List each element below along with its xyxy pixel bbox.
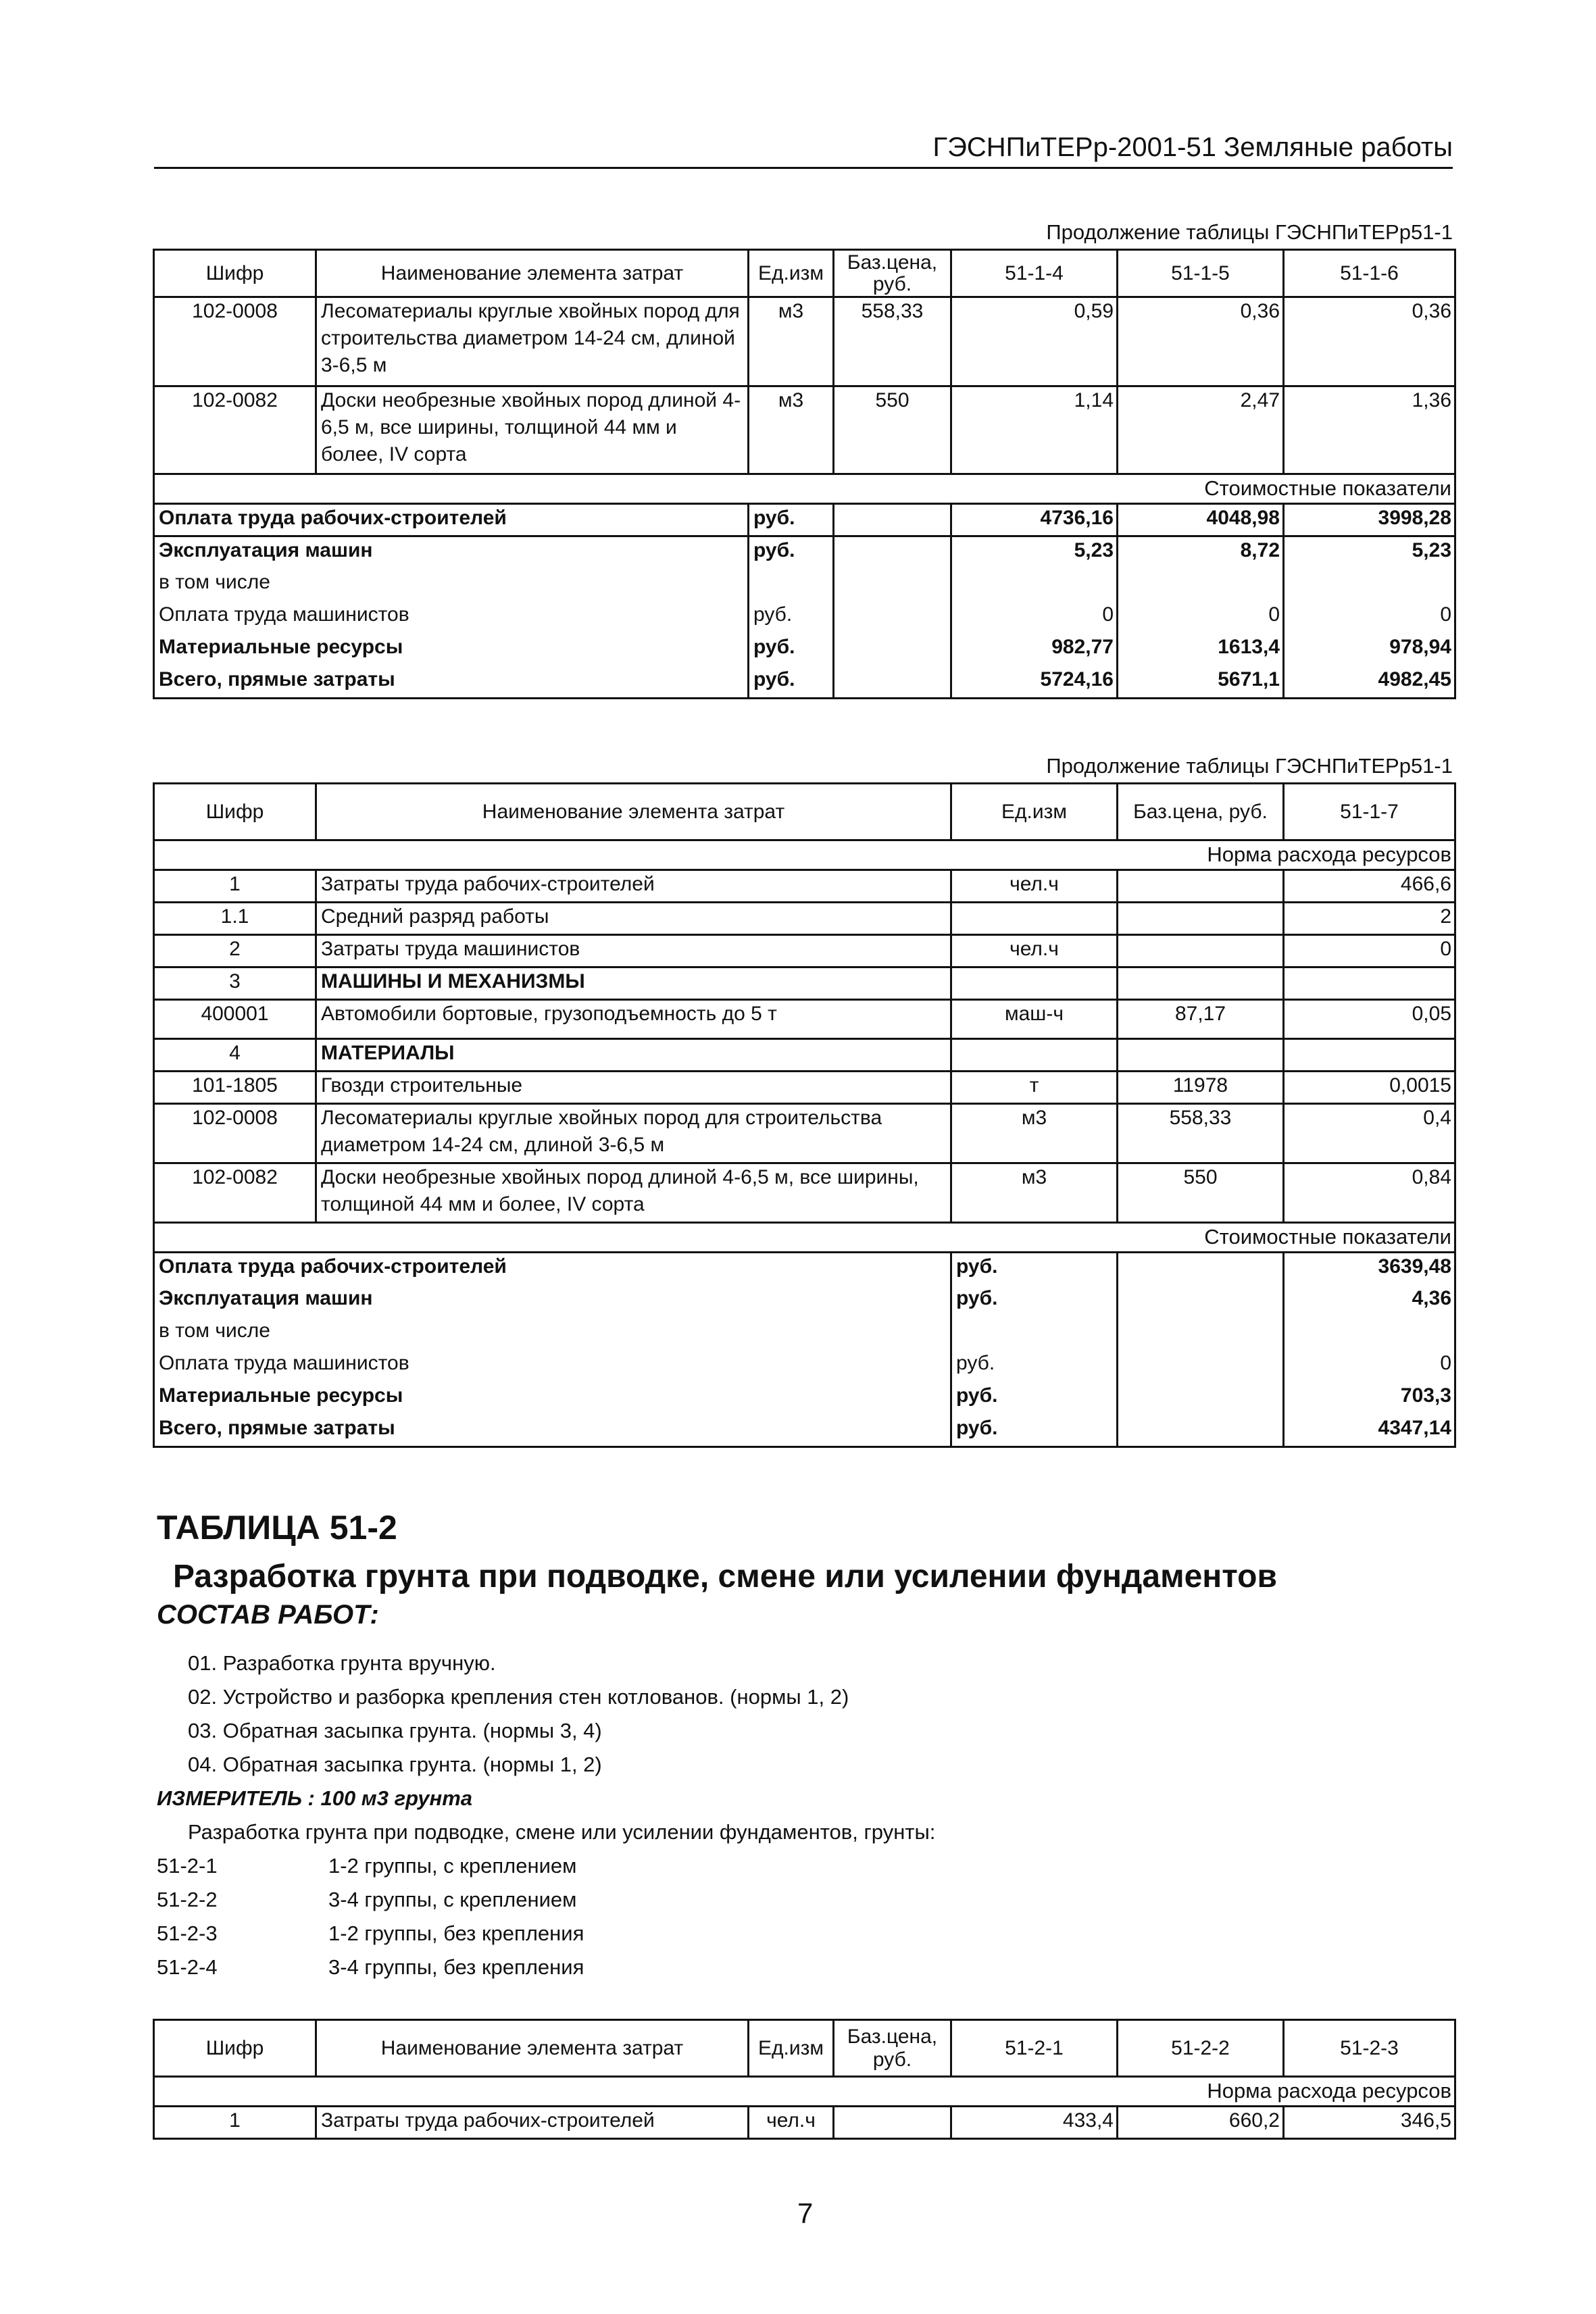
cost-value: 1613,4 (1118, 634, 1284, 666)
code-item: 51-2-2 (157, 1888, 218, 1911)
row-code: 1.1 (154, 903, 316, 935)
row-code: 3 (154, 967, 316, 1000)
row-value: 2,47 (1118, 386, 1284, 474)
cost-unit: руб. (749, 536, 834, 569)
cost-name: Оплата труда рабочих-строителей (154, 1253, 951, 1285)
row-unit (951, 903, 1118, 935)
row-unit: маш-ч (951, 1000, 1118, 1039)
cost-value: 3639,48 (1284, 1253, 1455, 1285)
row-name: МАШИНЫ И МЕХАНИЗМЫ (316, 967, 951, 1000)
cost-unit (951, 1317, 1118, 1350)
row-unit: м3 (749, 386, 834, 474)
cost-price (1118, 1285, 1284, 1317)
row-price (834, 2107, 951, 2139)
cost-value: 4347,14 (1284, 1415, 1455, 1447)
cost-name: Оплата труда машинистов (154, 1350, 951, 1382)
page-number: 7 (797, 2197, 814, 2229)
table2-continuation: Продолжение таблицы ГЭСНПиТЕРр51-1 (1046, 754, 1453, 778)
row-value: 1,14 (951, 386, 1118, 474)
row-name: МАТЕРИАЛЫ (316, 1039, 951, 1072)
table-row (154, 297, 1455, 386)
row-value: 346,5 (1284, 2107, 1455, 2139)
cost-unit: руб. (951, 1382, 1118, 1415)
row-unit: м3 (951, 1104, 1118, 1163)
table-row (154, 2107, 1455, 2139)
cost-name: Оплата труда рабочих-строителей (154, 504, 749, 536)
row-name: Гвозди строительные (316, 1072, 951, 1104)
cost-unit: руб. (749, 634, 834, 666)
row-value: 0,84 (1284, 1163, 1455, 1223)
cost-value: 5671,1 (1118, 666, 1284, 699)
row-value (1284, 967, 1455, 1000)
table3-header-name: Наименование элемента затрат (316, 2020, 749, 2077)
table-row (154, 386, 1455, 474)
row-value: 0,36 (1118, 297, 1284, 386)
row-value: 1,36 (1284, 386, 1455, 474)
cost-value: 4736,16 (951, 504, 1118, 536)
code-item: 51-2-4 (157, 1955, 218, 1979)
cost-row (154, 504, 1455, 536)
cost-price (834, 601, 951, 634)
cost-name: в том числе (154, 569, 749, 601)
row-code: 101-1805 (154, 1072, 316, 1104)
row-price: 550 (834, 386, 951, 474)
code-desc: 3-4 группы, без крепления (328, 1955, 584, 1979)
row-value: 433,4 (951, 2107, 1118, 2139)
cost-value (1284, 569, 1455, 601)
row-name: Доски необрезные хвойных пород длиной 4-6,5 м, все ширины, толщиной 44 мм и более, IV сорта (316, 1163, 951, 1223)
table1-header-col3: 51-1-6 (1284, 250, 1455, 297)
cost-row (154, 1350, 1455, 1382)
cost-value (1284, 1317, 1455, 1350)
cost-price (1118, 1350, 1284, 1382)
work-item: 04. Обратная засыпка грунта. (нормы 1, 2) (188, 1753, 602, 1776)
row-name: Затраты труда рабочих-строителей (316, 870, 951, 903)
row-unit: м3 (951, 1163, 1118, 1223)
table1-cost-header: Стоимостные показатели (154, 474, 1455, 504)
row-value (1284, 1039, 1455, 1072)
code-desc: 1-2 группы, с креплением (328, 1854, 577, 1878)
cost-price (834, 569, 951, 601)
row-code: 102-0008 (154, 297, 316, 386)
table2-header-col1: 51-1-7 (1284, 784, 1455, 840)
work-item: 02. Устройство и разборка крепления стен котлованов. (нормы 1, 2) (188, 1685, 849, 1709)
table1-header-unit: Ед.изм (749, 250, 834, 297)
cost-row (154, 1317, 1455, 1350)
row-name: Доски необрезные хвойных пород длиной 4-6,5 м, все ширины, толщиной 44 мм и более, IV сорта (316, 386, 749, 474)
row-value: 0,05 (1284, 1000, 1455, 1039)
row-value: 0,59 (951, 297, 1118, 386)
table3-header-col2: 51-2-2 (1118, 2020, 1284, 2077)
row-name: Лесоматериалы круглые хвойных пород для строительства диаметром 14-24 см, длиной 3-6,5 м (316, 1104, 951, 1163)
table1-continuation: Продолжение таблицы ГЭСНПиТЕРр51-1 (1046, 220, 1453, 244)
cost-value: 982,77 (951, 634, 1118, 666)
row-price (1118, 870, 1284, 903)
cost-value: 5,23 (1284, 536, 1455, 569)
table3-header-col3: 51-2-3 (1284, 2020, 1455, 2077)
row-code: 102-0082 (154, 386, 316, 474)
row-unit: м3 (749, 297, 834, 386)
row-value: 466,6 (1284, 870, 1455, 903)
work-item: 01. Разработка грунта вручную. (188, 1651, 496, 1675)
row-code: 102-0008 (154, 1104, 316, 1163)
row-code: 102-0082 (154, 1163, 316, 1223)
cost-row (154, 1285, 1455, 1317)
row-price (1118, 935, 1284, 967)
cost-unit: руб. (749, 504, 834, 536)
cost-name: Оплата труда машинистов (154, 601, 749, 634)
cost-row (154, 666, 1455, 699)
row-unit (951, 1039, 1118, 1072)
cost-row (154, 634, 1455, 666)
row-value: 0 (1284, 935, 1455, 967)
cost-row (154, 1382, 1455, 1415)
cost-price (834, 536, 951, 569)
cost-price (834, 634, 951, 666)
row-price: 558,33 (834, 297, 951, 386)
table2-header-unit: Ед.изм (951, 784, 1118, 840)
cost-name: Материальные ресурсы (154, 1382, 951, 1415)
row-price (1118, 903, 1284, 935)
section-intro: Разработка грунта при подводке, смене или усилении фундаментов, грунты: (188, 1820, 936, 1844)
section-subtitle: Разработка грунта при подводке, смене или усилении фундаментов (173, 1559, 1277, 1594)
row-unit: чел.ч (749, 2107, 834, 2139)
cost-value: 5,23 (951, 536, 1118, 569)
row-price: 11978 (1118, 1072, 1284, 1104)
row-unit (951, 967, 1118, 1000)
cost-price (1118, 1253, 1284, 1285)
row-price: 558,33 (1118, 1104, 1284, 1163)
table1-header-price: Баз.цена, руб. (834, 250, 951, 297)
cost-unit: руб. (951, 1350, 1118, 1382)
cost-price (1118, 1415, 1284, 1447)
cost-unit: руб. (749, 601, 834, 634)
cost-unit: руб. (951, 1415, 1118, 1447)
row-price (1118, 967, 1284, 1000)
cost-row (154, 601, 1455, 634)
row-value: 0,0015 (1284, 1072, 1455, 1104)
row-price: 87,17 (1118, 1000, 1284, 1039)
cost-name: Эксплуатация машин (154, 1285, 951, 1317)
cost-value: 0 (1284, 601, 1455, 634)
table2-cost-header: Стоимостные показатели (154, 1223, 1455, 1253)
row-value: 0,36 (1284, 297, 1455, 386)
row-price (1118, 1039, 1284, 1072)
table-row (154, 935, 1455, 967)
cost-value (1118, 569, 1284, 601)
meter-label: ИЗМЕРИТЕЛЬ : 100 м3 грунта (157, 1786, 473, 1810)
row-price: 550 (1118, 1163, 1284, 1223)
table2-norm-header: Норма расхода ресурсов (154, 840, 1455, 870)
cost-value: 0 (1118, 601, 1284, 634)
table-row (154, 1163, 1455, 1223)
row-code: 4 (154, 1039, 316, 1072)
table3-header-price: Баз.цена, руб. (834, 2020, 951, 2077)
table-row (154, 1039, 1455, 1072)
table3-header-unit: Ед.изм (749, 2020, 834, 2077)
cost-price (834, 666, 951, 699)
row-name: Автомобили бортовые, грузоподъемность до 5 т (316, 1000, 951, 1039)
page-header: ГЭСНПиТЕРр-2001-51 Земляные работы (932, 132, 1453, 162)
row-value: 0,4 (1284, 1104, 1455, 1163)
table-row (154, 1000, 1455, 1039)
code-item: 51-2-3 (157, 1921, 218, 1945)
cost-value: 978,94 (1284, 634, 1455, 666)
table1-header-col1: 51-1-4 (951, 250, 1118, 297)
code-desc: 1-2 группы, без крепления (328, 1921, 584, 1945)
table-row (154, 1104, 1455, 1163)
row-code: 1 (154, 870, 316, 903)
table3-header-code: Шифр (154, 2020, 316, 2077)
cost-unit (749, 569, 834, 601)
cost-row (154, 569, 1455, 601)
cost-price (834, 504, 951, 536)
row-value: 2 (1284, 903, 1455, 935)
table1 (153, 249, 1456, 699)
cost-name: в том числе (154, 1317, 951, 1350)
table-title: ТАБЛИЦА 51-2 (157, 1509, 397, 1546)
row-value: 660,2 (1118, 2107, 1284, 2139)
cost-unit: руб. (951, 1253, 1118, 1285)
cost-price (1118, 1382, 1284, 1415)
row-unit: чел.ч (951, 870, 1118, 903)
row-name: Средний разряд работы (316, 903, 951, 935)
cost-name: Всего, прямые затраты (154, 666, 749, 699)
cost-name: Материальные ресурсы (154, 634, 749, 666)
cost-unit: руб. (749, 666, 834, 699)
row-name: Лесоматериалы круглые хвойных пород для строительства диаметром 14-24 см, длиной 3-6,5 м (316, 297, 749, 386)
cost-value: 4982,45 (1284, 666, 1455, 699)
code-item: 51-2-1 (157, 1854, 218, 1878)
table-row (154, 870, 1455, 903)
table1-header-col2: 51-1-5 (1118, 250, 1284, 297)
table2-header-code: Шифр (154, 784, 316, 840)
row-unit: чел.ч (951, 935, 1118, 967)
cost-name: Эксплуатация машин (154, 536, 749, 569)
composition-label: СОСТАВ РАБОТ: (157, 1600, 379, 1630)
table3-norm-header: Норма расхода ресурсов (154, 2077, 1455, 2107)
cost-value: 0 (951, 601, 1118, 634)
cost-value: 8,72 (1118, 536, 1284, 569)
cost-value: 703,3 (1284, 1382, 1455, 1415)
table-row (154, 1072, 1455, 1104)
work-item: 03. Обратная засыпка грунта. (нормы 3, 4) (188, 1719, 602, 1742)
table2-header-price: Баз.цена, руб. (1118, 784, 1284, 840)
header-rule (154, 167, 1453, 169)
cost-name: Всего, прямые затраты (154, 1415, 951, 1447)
table1-header-name: Наименование элемента затрат (316, 250, 749, 297)
table3 (153, 2019, 1456, 2140)
table3-header-col1: 51-2-1 (951, 2020, 1118, 2077)
row-unit: т (951, 1072, 1118, 1104)
cost-value: 4,36 (1284, 1285, 1455, 1317)
row-code: 2 (154, 935, 316, 967)
cost-value (951, 569, 1118, 601)
table-row (154, 903, 1455, 935)
row-code: 1 (154, 2107, 316, 2139)
cost-value: 3998,28 (1284, 504, 1455, 536)
table2 (153, 782, 1456, 1448)
table2-header-name: Наименование элемента затрат (316, 784, 951, 840)
cost-unit: руб. (951, 1285, 1118, 1317)
cost-value: 5724,16 (951, 666, 1118, 699)
cost-value: 4048,98 (1118, 504, 1284, 536)
code-desc: 3-4 группы, с креплением (328, 1888, 577, 1911)
cost-row (154, 1253, 1455, 1285)
cost-value: 0 (1284, 1350, 1455, 1382)
cost-row (154, 1415, 1455, 1447)
row-code: 400001 (154, 1000, 316, 1039)
cost-price (1118, 1317, 1284, 1350)
row-name: Затраты труда машинистов (316, 935, 951, 967)
table-row (154, 967, 1455, 1000)
cost-row (154, 536, 1455, 569)
row-name: Затраты труда рабочих-строителей (316, 2107, 749, 2139)
table1-header-code: Шифр (154, 250, 316, 297)
